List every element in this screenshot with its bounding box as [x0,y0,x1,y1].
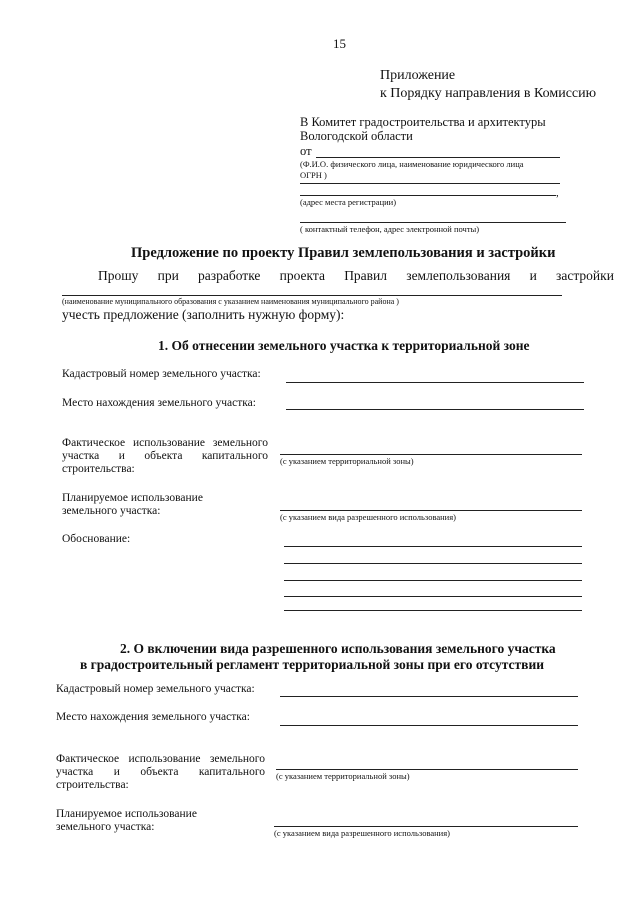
intro-line [98,268,614,284]
s1-location-label: Место нахождения земельного участка: [62,397,256,409]
s2-cadastral-field[interactable] [280,696,578,697]
ogrn-caption: ОГРН ) [300,170,327,180]
s1-justification-label: Обоснование: [62,533,131,545]
section2-heading-line2: в градостроительный регламент территориальной зоны при его отсутствии [80,657,545,672]
label-line: строительства: [62,463,135,475]
section2-heading-line1: 2. О включении вида разрешенного использования земельного участка [120,641,556,656]
label-line: земельного участка: [56,821,155,833]
justification-line[interactable] [284,546,582,547]
intro-word: проекта [279,268,325,283]
justification-line[interactable] [284,610,582,611]
intro-line2: учесть предложение (заполнить нужную форму): [62,307,345,322]
justification-line[interactable] [284,563,582,564]
label-line: Фактическое использование земельного [56,753,265,765]
s1-actual-use-field[interactable] [280,454,582,455]
name-caption: (Ф.И.О. физического лица, наименование юридического лица [300,159,524,169]
label-line: участка и объекта капитального [62,450,268,462]
intro-word: Правил [344,268,388,283]
s1-actual-use-caption: (с указанием территориальной зоны) [280,456,414,466]
s1-cadastral-field[interactable] [286,382,584,383]
intro-word: Прошу [98,268,139,283]
contact-caption: ( контактный телефон, адрес электронной почты) [300,224,480,234]
from-label: от [300,144,312,158]
address-field-line[interactable] [300,195,556,196]
label-line: Планируемое использование [56,808,197,820]
s1-planned-use-caption: (с указанием вида разрешенного использования) [280,512,456,522]
intro-word: и [529,268,537,283]
s1-planned-use-field[interactable] [280,510,582,511]
label-line: строительства: [56,779,129,791]
justification-line[interactable] [284,580,582,581]
addressee-line2: Вологодской области [300,129,413,143]
appendix-title: Приложение [380,68,456,83]
label-line: Планируемое использование [62,492,203,504]
s1-cadastral-label: Кадастровый номер земельного участка: [62,368,261,380]
intro-word: землепользования [406,268,511,283]
s2-actual-use-label [56,753,265,792]
comma-mark: , [556,187,559,199]
section1-heading: 1. Об отнесении земельного участка к территориальной зоне [158,338,530,353]
contact-field-line[interactable] [300,222,566,223]
intro-word: застройки [556,268,614,283]
intro-word: разработке [198,268,261,283]
page-number: 15 [333,36,346,51]
appendix-subtitle: к Порядку направления в Комиссию [380,86,597,101]
address-caption: (адрес места регистрации) [300,197,397,207]
s1-actual-use-label [62,437,268,476]
addressee-line1: В Комитет градостроительства и архитектуры [300,115,546,129]
label-line: Фактическое использование земельного [62,437,268,449]
s1-planned-use-label [62,492,203,518]
label-line: участка и объекта капитального [56,766,265,778]
municipality-caption: (наименование муниципального образования с указанием наименования муниципального района ) [62,297,399,306]
s2-cadastral-label: Кадастровый номер земельного участка: [56,683,255,695]
document-title: Предложение по проекту Правил землепользования и застройки [131,245,556,261]
justification-line[interactable] [284,596,582,597]
s2-actual-use-caption: (с указанием территориальной зоны) [276,771,410,781]
intro-word: при [157,268,179,283]
s2-planned-use-field[interactable] [274,826,578,827]
municipality-field-line[interactable] [62,295,562,296]
s2-location-label: Место нахождения земельного участка: [56,711,250,723]
s2-planned-use-caption: (с указанием вида разрешенного использования) [274,828,450,838]
s2-planned-use-label [56,808,197,834]
s1-location-field[interactable] [286,409,584,410]
label-line: земельного участка: [62,505,161,517]
from-field-line[interactable] [316,157,560,158]
s2-actual-use-field[interactable] [276,769,578,770]
s2-location-field[interactable] [280,725,578,726]
name-field-line[interactable] [300,183,560,184]
